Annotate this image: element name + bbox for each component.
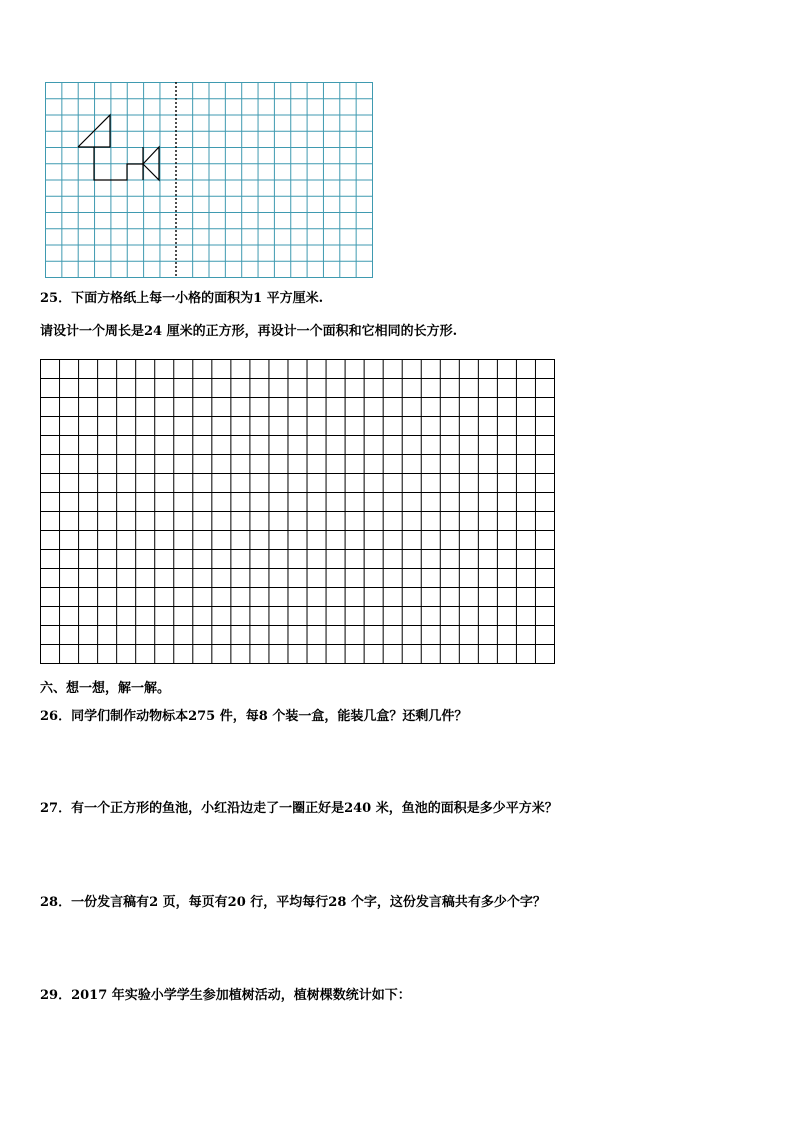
question-26: 26．同学们制作动物标本275 件，每8 个装一盒，能装几盒？还剩几件？ <box>40 709 468 724</box>
question-29: 29．2017 年实验小学学生参加植树活动，植树棵数统计如下： <box>40 988 411 1003</box>
question-28: 28．一份发言稿有2 页，每页有20 行，平均每行28 个字，这份发言稿共有多少个字？ <box>40 895 546 910</box>
question-25-line2: 请设计一个周长是24 厘米的正方形，再设计一个面积和它相同的长方形. <box>40 324 458 339</box>
question-27: 27．有一个正方形的鱼池，小红沿边走了一圈正好是240 米，鱼池的面积是多少平方米？ <box>40 801 558 816</box>
design-grid <box>40 359 555 664</box>
grid-lines <box>40 359 555 664</box>
question-25-line1: 25．下面方格纸上每一小格的面积为1 平方厘米. <box>40 291 324 306</box>
symmetry-grid <box>45 82 373 278</box>
section-6-title: 六、想一想，解一解。 <box>40 681 171 696</box>
